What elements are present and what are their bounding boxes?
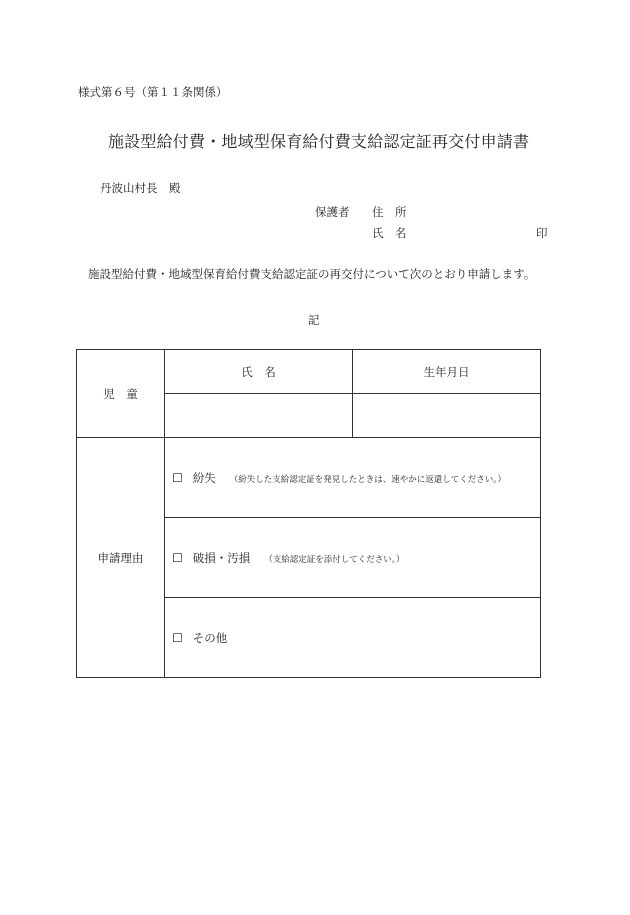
child-dob-header: 生年月日 (353, 350, 541, 394)
child-header-row (77, 350, 541, 394)
child-name-field[interactable] (165, 394, 353, 438)
child-name-header: 氏 名 (165, 350, 353, 394)
ki-marker: 記 (308, 313, 320, 327)
form-number: 様式第６号（第１１条関係） (78, 85, 228, 99)
checkbox-icon[interactable]: ☐ (172, 470, 183, 485)
reason-option-other[interactable] (165, 598, 541, 678)
child-label: 児 童 (77, 350, 165, 438)
reason-damaged-label: 破損・汚損 (192, 550, 251, 565)
checkbox-icon[interactable]: ☐ (172, 550, 183, 565)
application-statement: 施設型給付費・地域型保育給付費支給認定証の再交付について次のとおり申請します。 (88, 267, 536, 281)
reason-row-lost (77, 438, 541, 518)
guardian-label: 保護者 (315, 205, 350, 219)
reason-damaged-note: （支給認定証を添付してください。） (264, 554, 405, 565)
document-title: 施設型給付費・地域型保育給付費支給認定証再交付申請書 (108, 132, 530, 151)
checkbox-icon[interactable]: ☐ (172, 630, 183, 645)
application-table (76, 349, 541, 678)
addressee: 丹波山村長 殿 (100, 181, 181, 195)
reason-option-damaged[interactable] (165, 518, 541, 598)
reason-lost-note: （紛失した支給認定証を発見したときは、速やかに返還してください。） (229, 474, 507, 485)
address-label: 住 所 (372, 205, 407, 219)
child-dob-field[interactable] (353, 394, 541, 438)
reason-option-lost[interactable] (165, 438, 541, 518)
reason-lost-label: 紛失 (192, 470, 216, 485)
reason-label: 申請理由 (77, 438, 165, 678)
seal-label: 印 (536, 226, 548, 240)
applicant-name-label: 氏 名 (372, 226, 407, 240)
reason-other-label: その他 (192, 630, 228, 645)
